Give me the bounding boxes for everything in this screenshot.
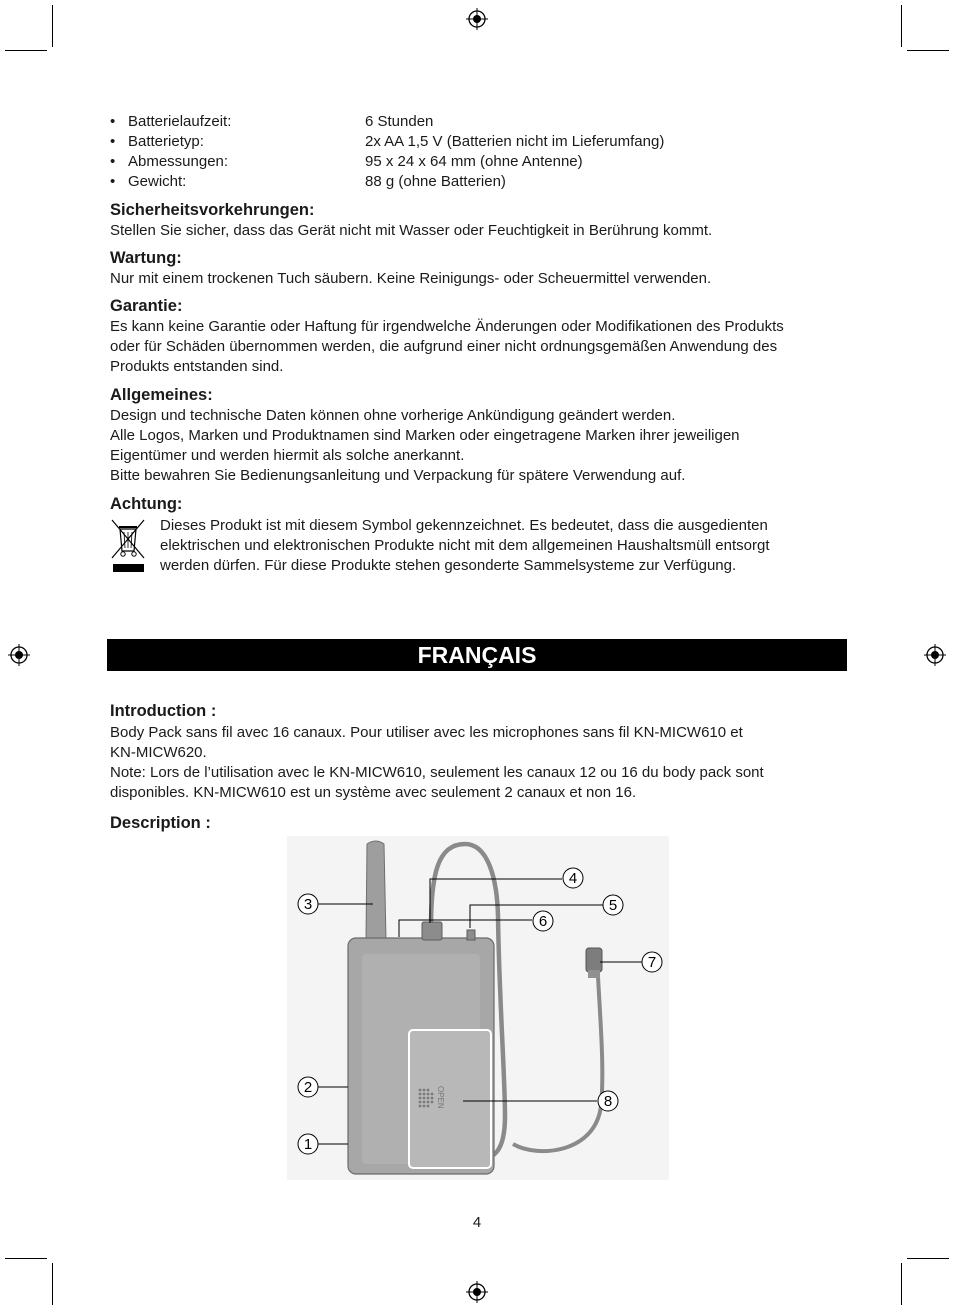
attention-section	[110, 493, 845, 515]
intro-section	[110, 700, 850, 803]
language-banner: FRANÇAIS	[107, 639, 847, 671]
paragraph-line: Stellen Sie sicher, dass das Gerät nicht mit Wasser oder Feuchtigkeit in Berührung kommt.	[110, 222, 713, 239]
power-switch	[467, 930, 475, 940]
crop-mark	[5, 1258, 47, 1259]
spec-list	[110, 112, 850, 192]
general-section	[110, 384, 845, 486]
paragraph-line: Body Pack sans fil avec 16 canaux. Pour utiliser avec les microphones sans fil KN-MICW610 et	[110, 724, 743, 741]
paragraph-line: Note: Lors de l’utilisation avec le KN-MICW610, seulement les canaux 12 ou 16 du body pack sont	[110, 764, 764, 781]
crop-mark	[52, 1263, 53, 1305]
callout-4	[563, 868, 583, 888]
callout-number: 7	[647, 954, 657, 971]
spec-label: Gewicht:	[128, 173, 187, 190]
battery-cover	[409, 1030, 491, 1168]
spec-value: 2x AA 1,5 V (Batterien nicht im Lieferumfang)	[365, 133, 665, 150]
callout-8	[598, 1091, 618, 1111]
callout-7	[642, 952, 662, 972]
crop-mark	[5, 50, 47, 51]
callout-2	[298, 1077, 318, 1097]
section-heading: Achtung:	[110, 495, 183, 513]
callout-number: 8	[603, 1093, 613, 1110]
callout-number: 4	[568, 870, 578, 887]
registration-mark-icon	[466, 8, 488, 30]
callout-number: 2	[303, 1079, 313, 1096]
mic-connector	[586, 948, 602, 972]
bullet: •	[110, 173, 116, 190]
list-item	[110, 112, 850, 132]
section-heading: Allgemeines:	[110, 386, 213, 404]
list-item	[110, 152, 850, 172]
paragraph-line: oder für Schäden übernommen werden, die aufgrund einer nicht ordnungsgemäßen Anwendung des	[110, 338, 778, 355]
registration-mark-icon	[8, 644, 30, 666]
list-item	[110, 172, 850, 192]
cable-connector	[422, 922, 442, 940]
callout-3	[298, 894, 318, 914]
paragraph-line: Nur mit einem trockenen Tuch säubern. Keine Reinigungs- oder Scheuermittel verwenden.	[110, 270, 712, 287]
weee-bin-icon	[110, 518, 146, 576]
paragraph-line: Design und technische Daten können ohne vorherige Ankündigung geändert werden.	[110, 407, 676, 424]
paragraph-line: Eigentümer und werden hiermit als solche anerkannt.	[110, 447, 465, 464]
spec-label: Batterielaufzeit:	[128, 113, 232, 130]
crop-mark	[901, 5, 902, 47]
page-number: 4	[472, 1214, 482, 1231]
bodypack-figure	[287, 836, 669, 1180]
crop-mark	[907, 1258, 949, 1259]
paragraph-line: Bitte bewahren Sie Bedienungsanleitung und Verpackung für spätere Verwendung auf.	[110, 467, 686, 484]
paragraph-line: disponibles. KN-MICW610 est un système avec seulement 2 canaux et non 16.	[110, 784, 637, 801]
paragraph-line: elektrischen und elektronischen Produkte nicht mit dem allgemeinen Haushaltsmüll entsorgt	[160, 537, 770, 554]
bullet: •	[110, 153, 116, 170]
paragraph-line: Es kann keine Garantie oder Haftung für irgendwelche Änderungen oder Modifikationen des Produkts	[110, 318, 784, 335]
antenna	[366, 841, 386, 940]
callout-6	[533, 911, 553, 931]
list-item	[110, 132, 850, 152]
registration-mark-icon	[924, 644, 946, 666]
crop-mark	[52, 5, 53, 47]
paragraph-line: werden dürfen. Für diese Produkte stehen gesonderte Sammelsysteme zur Verfügung.	[160, 557, 737, 574]
safety-section	[110, 199, 845, 241]
warranty-section	[110, 295, 845, 377]
section-heading: Wartung:	[110, 249, 182, 267]
cover-open-label: OPEN	[436, 1086, 445, 1109]
callout-number: 5	[608, 897, 618, 914]
maintenance-section	[110, 247, 845, 289]
callout-1	[298, 1134, 318, 1154]
paragraph-line: Produkts entstanden sind.	[110, 358, 284, 375]
spec-label: Batterietyp:	[128, 133, 204, 150]
section-heading: Sicherheitsvorkehrungen:	[110, 201, 315, 219]
crop-mark	[907, 50, 949, 51]
callout-number: 1	[303, 1136, 313, 1153]
crop-mark	[901, 1263, 902, 1305]
description-section	[110, 812, 845, 834]
section-heading: Garantie:	[110, 297, 183, 315]
section-heading: Introduction :	[110, 702, 217, 720]
callout-5	[603, 895, 623, 915]
section-heading: Description :	[110, 814, 211, 832]
bullet: •	[110, 133, 116, 150]
callout-number: 3	[303, 896, 313, 913]
paragraph-line: KN-MICW620.	[110, 744, 207, 761]
spec-value: 88 g (ohne Batterien)	[365, 173, 506, 190]
spec-label: Abmessungen:	[128, 153, 229, 170]
mic-connector-base	[588, 970, 600, 978]
bullet: •	[110, 113, 116, 130]
paragraph-line: Alle Logos, Marken und Produktnamen sind Marken oder eingetragene Marken ihrer jeweiligen	[110, 427, 740, 444]
spec-value: 6 Stunden	[365, 113, 434, 130]
paragraph-line: Dieses Produkt ist mit diesem Symbol gekennzeichnet. Es bedeutet, dass die ausgedienten	[160, 517, 768, 534]
registration-mark-icon	[466, 1281, 488, 1303]
spec-value: 95 x 24 x 64 mm (ohne Antenne)	[365, 153, 583, 170]
attention-text	[160, 516, 850, 576]
callout-number: 6	[538, 913, 548, 930]
